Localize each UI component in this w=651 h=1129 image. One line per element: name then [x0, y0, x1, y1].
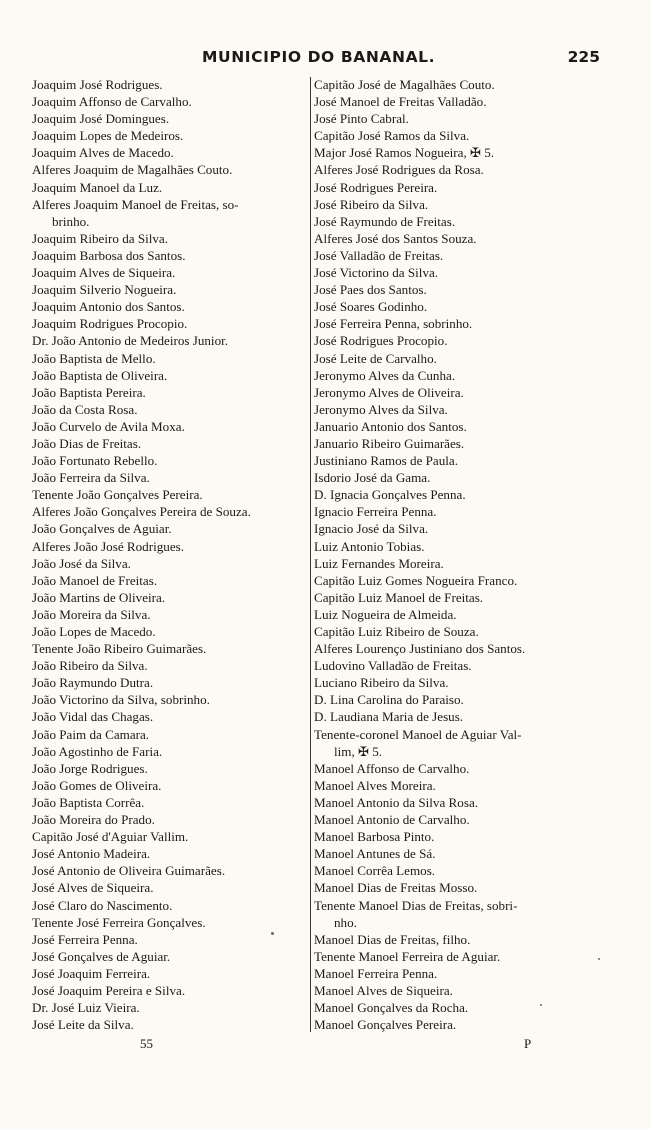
list-item: D. Ignacia Gonçalves Penna.	[314, 487, 466, 503]
list-item: João Baptista Pereira.	[32, 384, 146, 400]
list-item: José Ferreira Penna.	[32, 931, 138, 947]
list-item: Dr. José Luiz Vieira.	[32, 1000, 140, 1016]
list-item: Manoel Gonçalves da Rocha.	[314, 1000, 469, 1016]
list-item: João Paim da Camara.	[32, 726, 150, 742]
list-item: João Dias de Freitas.	[32, 435, 142, 451]
list-item: Tenente José Ferreira Gonçalves.	[32, 914, 206, 930]
page-number: 225	[567, 48, 600, 66]
list-item: Jeronymo Alves da Cunha.	[314, 367, 456, 383]
right-column	[314, 76, 606, 1033]
list-item: José Paes dos Santos.	[314, 282, 427, 298]
list-item: Joaquim Barbosa dos Santos.	[32, 247, 186, 263]
list-item: Joaquim Lopes de Medeiros.	[32, 128, 184, 144]
list-item: Manoel Alves Moreira.	[314, 777, 436, 793]
list-item: Tenente-coronel Manoel de Aguiar Val-	[314, 726, 522, 742]
list-item: José Leite da Silva.	[32, 1017, 134, 1033]
ink-speck	[540, 1004, 542, 1006]
list-item: Joaquim Affonso de Carvalho.	[32, 94, 192, 110]
list-item: Alferes João Gonçalves Pereira de Souza.	[32, 504, 251, 520]
list-item: Ludovino Valladão de Freitas.	[314, 658, 472, 674]
list-item: Manoel Corrêa Lemos.	[314, 863, 436, 879]
page-title: MUNICIPIO DO BANANAL.	[202, 48, 436, 66]
list-item: José Claro do Nascimento.	[32, 897, 173, 913]
list-item: Alferes José Rodrigues da Rosa.	[314, 162, 484, 178]
list-item: Jeronymo Alves de Oliveira.	[314, 384, 464, 400]
list-item: D. Laudiana Maria de Jesus.	[314, 709, 464, 725]
list-item: Capitão Luiz Ribeiro de Souza.	[314, 624, 479, 639]
list-item: João Manoel de Freitas.	[32, 572, 158, 588]
list-item: nho.	[334, 914, 357, 930]
list-item: Manoel Dias de Freitas, filho.	[314, 931, 471, 947]
list-item: Joaquim Ribeiro da Silva.	[32, 230, 169, 246]
list-item: Joaquim Alves de Macedo.	[32, 145, 174, 161]
list-item: João Moreira do Prado.	[32, 812, 155, 828]
list-item: José Joaquim Ferreira.	[32, 965, 151, 981]
list-item: Alferes Lourenço Justiniano dos Santos.	[314, 641, 526, 657]
list-item: Joaquim Alves de Siqueira.	[32, 265, 176, 281]
list-item: Tenente Manoel Ferreira de Aguiar.	[314, 948, 501, 964]
list-item: Luiz Fernandes Moreira.	[314, 555, 444, 571]
list-item: João Gomes de Oliveira.	[32, 777, 162, 793]
list-item: Manoel Antunes de Sá.	[314, 846, 436, 862]
list-item: João Martins de Oliveira.	[32, 589, 166, 605]
list-item: Capitão José de Magalhães Couto.	[314, 77, 495, 92]
list-item: João Fortunato Rebello.	[32, 453, 158, 469]
list-item: José Joaquim Pereira e Silva.	[32, 982, 186, 998]
list-item: Joaquim José Domingues.	[32, 111, 170, 127]
list-item: Joaquim Antonio dos Santos.	[32, 299, 185, 315]
list-item: José Manoel de Freitas Valladão.	[314, 94, 487, 110]
left-column	[32, 76, 308, 1033]
list-item: Manoel Antonio de Carvalho.	[314, 812, 470, 828]
list-item: João da Costa Rosa.	[32, 401, 138, 417]
page-header	[30, 48, 600, 70]
list-item: Luiz Nogueira de Almeida.	[314, 606, 457, 622]
list-item: João Lopes de Macedo.	[32, 624, 156, 639]
column-divider	[310, 77, 311, 1032]
list-item: Januario Antonio dos Santos.	[314, 418, 467, 434]
list-item: Luciano Ribeiro da Silva.	[314, 675, 449, 691]
list-item: Manoel Antonio da Silva Rosa.	[314, 794, 479, 810]
list-item: brinho.	[52, 213, 90, 229]
list-item: Alferes José dos Santos Souza.	[314, 230, 477, 246]
list-item: Manoel Alves de Siqueira.	[314, 982, 453, 998]
list-item: Alferes Joaquim de Magalhães Couto.	[32, 162, 233, 178]
list-item: José Antonio de Oliveira Guimarães.	[32, 863, 226, 879]
list-item: Justiniano Ramos de Paula.	[314, 453, 459, 469]
list-item: Alferes João José Rodrigues.	[32, 538, 185, 554]
list-item: Isdorio José da Gama.	[314, 470, 431, 486]
list-item: José Rodrigues Pereira.	[314, 179, 438, 195]
list-item: José Pinto Cabral.	[314, 111, 409, 127]
list-item: João Vidal das Chagas.	[32, 709, 154, 725]
list-item: Manoel Ferreira Penna.	[314, 965, 438, 981]
list-item: Capitão José Ramos da Silva.	[314, 128, 470, 144]
footer-letter: P	[524, 1036, 532, 1051]
list-item: D. Lina Carolina do Paraiso.	[314, 692, 464, 708]
list-item: Tenente João Ribeiro Guimarães.	[32, 641, 207, 657]
list-item: João Gonçalves de Aguiar.	[32, 521, 172, 537]
list-item: Capitão Luiz Gomes Nogueira Franco.	[314, 572, 518, 588]
list-item: João Ribeiro da Silva.	[32, 658, 148, 674]
list-item: João Baptista de Oliveira.	[32, 367, 168, 383]
list-item: José Valladão de Freitas.	[314, 247, 444, 263]
list-item: João Baptista de Mello.	[32, 350, 156, 366]
list-item: Ignacio José da Silva.	[314, 521, 429, 537]
list-item: Tenente Manoel Dias de Freitas, sobri-	[314, 897, 518, 913]
list-item: José Raymundo de Freitas.	[314, 213, 456, 229]
list-item: Luiz Antonio Tobias.	[314, 538, 425, 554]
list-item: João Victorino da Silva, sobrinho.	[32, 692, 210, 708]
signature-mark: 55	[140, 1036, 153, 1051]
list-item: João José da Silva.	[32, 555, 131, 571]
list-item: Major José Ramos Nogueira, ✠ 5.	[314, 145, 495, 161]
list-item: José Rodrigues Procopio.	[314, 333, 448, 349]
list-item: José Victorino da Silva.	[314, 265, 439, 281]
list-item: José Ribeiro da Silva.	[314, 196, 429, 212]
list-item: Joaquim Manoel da Luz.	[32, 179, 163, 195]
list-item: José Ferreira Penna, sobrinho.	[314, 316, 473, 332]
list-item: Tenente João Gonçalves Pereira.	[32, 487, 203, 503]
list-item: Ignacio Ferreira Penna.	[314, 504, 437, 520]
list-item: Alferes Joaquim Manoel de Freitas, so-	[32, 196, 239, 212]
list-item: João Jorge Rodrigues.	[32, 760, 148, 776]
list-item: Joaquim José Rodrigues.	[32, 77, 163, 92]
list-item: José Soares Godinho.	[314, 299, 428, 315]
list-item: João Moreira da Silva.	[32, 606, 151, 622]
list-item: Manoel Affonso de Carvalho.	[314, 760, 470, 776]
ink-speck	[598, 958, 600, 960]
list-item: Joaquim Rodrigues Procopio.	[32, 316, 188, 332]
list-item: Januario Ribeiro Guimarães.	[314, 435, 465, 451]
list-item: Capitão José d'Aguiar Vallim.	[32, 829, 189, 845]
list-item: Manoel Gonçalves Pereira.	[314, 1017, 457, 1033]
list-item: Joaquim Silverio Nogueira.	[32, 282, 177, 298]
list-item: João Curvelo de Avila Moxa.	[32, 418, 185, 434]
list-item: José Antonio Madeira.	[32, 846, 151, 862]
list-item: lim, ✠ 5.	[334, 743, 383, 759]
list-item: José Alves de Siqueira.	[32, 880, 154, 896]
list-item: Dr. João Antonio de Medeiros Junior.	[32, 333, 229, 349]
list-item: José Leite de Carvalho.	[314, 350, 437, 366]
ink-speck	[271, 932, 274, 935]
list-item: João Agostinho de Faria.	[32, 743, 163, 759]
list-item: José Gonçalves de Aguiar.	[32, 948, 171, 964]
list-item: João Raymundo Dutra.	[32, 675, 154, 691]
list-item: Manoel Dias de Freitas Mosso.	[314, 880, 478, 896]
list-item: Capitão Luiz Manoel de Freitas.	[314, 589, 484, 605]
list-item: João Ferreira da Silva.	[32, 470, 150, 486]
list-item: Manoel Barbosa Pinto.	[314, 829, 435, 845]
list-item: João Baptista Corrêa.	[32, 794, 145, 810]
list-item: Jeronymo Alves da Silva.	[314, 401, 448, 417]
